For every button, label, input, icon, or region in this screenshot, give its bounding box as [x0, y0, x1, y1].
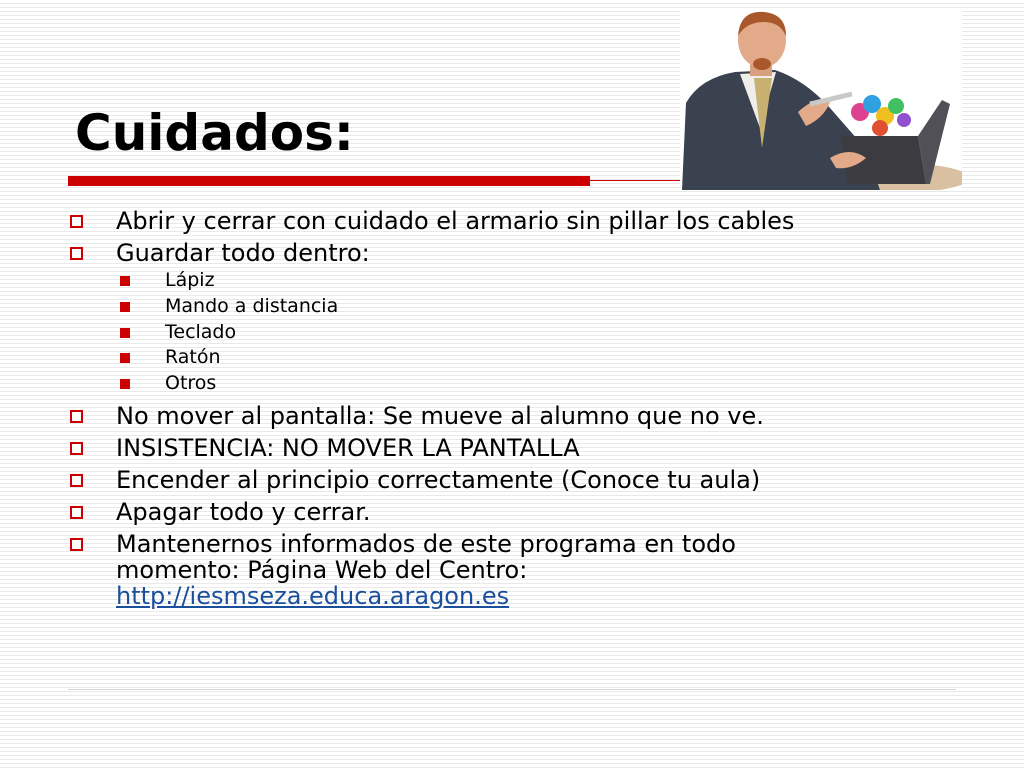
list-item-text: No mover al pantalla: Se mueve al alumno que no ve. [116, 401, 764, 430]
square-bullet-icon [70, 506, 83, 519]
list-item-text: Guardar todo dentro: [116, 239, 370, 267]
list-item [66, 435, 836, 461]
filled-square-bullet-icon [120, 302, 130, 312]
filled-square-bullet-icon [120, 276, 130, 286]
list-item-text: INSISTENCIA: NO MOVER LA PANTALLA [116, 433, 580, 462]
bottom-divider [68, 689, 956, 690]
square-bullet-icon [70, 474, 83, 487]
list-item [66, 403, 836, 429]
square-bullet-icon [70, 410, 83, 423]
sub-list-item [116, 320, 836, 346]
square-bullet-icon [70, 442, 83, 455]
sub-list-item-text: Ratón [165, 346, 221, 369]
sub-list-item-text: Teclado [165, 320, 237, 343]
list-item [66, 531, 836, 609]
list-item-text: Mantenernos informados de este programa en todo momento: Página Web del Centro: [116, 529, 736, 584]
sub-list-item-text: Otros [165, 372, 217, 395]
sub-list-item [116, 294, 836, 320]
square-bullet-icon [70, 538, 83, 551]
man-dusting-laptop-icon [680, 8, 962, 190]
sub-list-item [116, 345, 836, 371]
sub-list-item [116, 371, 836, 397]
sub-list-item-text: Mando a distancia [165, 294, 339, 317]
sub-list-item-text: Lápiz [165, 269, 215, 291]
filled-square-bullet-icon [120, 328, 130, 338]
square-bullet-icon [70, 215, 83, 228]
filled-square-bullet-icon [120, 379, 130, 389]
school-website-link[interactable]: http://iesmseza.educa.aragon.es [116, 581, 510, 610]
list-item [66, 208, 836, 234]
title-underline-bar [68, 176, 590, 186]
square-bullet-icon [70, 247, 83, 260]
list-item-text: Apagar todo y cerrar. [116, 497, 371, 526]
list-item [66, 240, 836, 397]
list-item-text: Abrir y cerrar con cuidado el armario sin pillar los cables [116, 207, 795, 235]
sub-list [116, 268, 836, 397]
list-item-text: Encender al principio correctamente (Conoce tu aula) [116, 465, 761, 494]
list-item [66, 467, 836, 493]
sub-list-item [116, 268, 836, 294]
slide-title: Cuidados: [75, 104, 354, 162]
bullet-list [66, 208, 836, 615]
filled-square-bullet-icon [120, 353, 130, 363]
list-item [66, 499, 836, 525]
